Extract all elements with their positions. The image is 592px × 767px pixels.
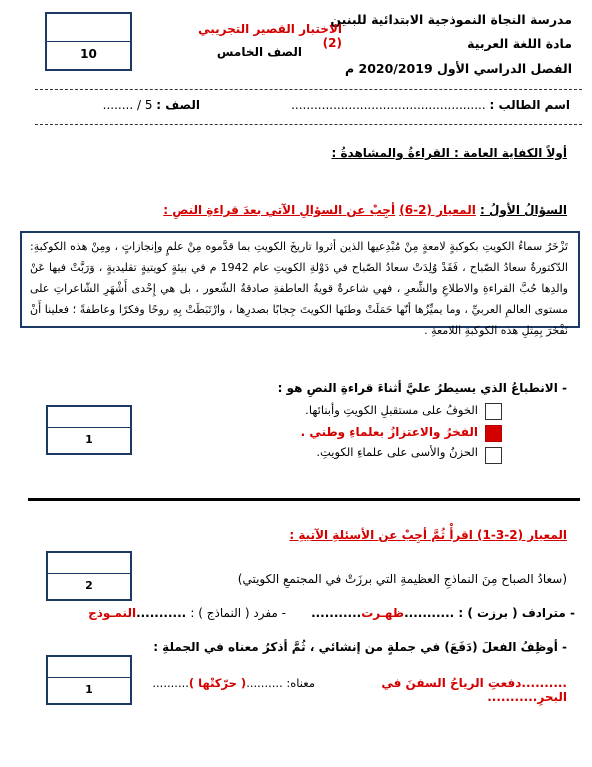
meaning-answer[interactable]: ( حرّكتْها ) xyxy=(188,676,247,690)
q3-answer-line: ..........دفعتِ الرياحُ السفنَ في البحرِ........... xyxy=(381,676,567,704)
q2-score: 2 xyxy=(85,579,93,592)
passage-text: تَزْخَرُ سماءُ الكويتِ بكوكبةٍ لامعةٍ مِنْ مُبْدِعيها الذين أثروا تاريخَ الكويتِ بما قدَّموه مِنْ علمٍ وإنجازاتٍ ، ومِنْ هذه الكوكبةِ: الدّكتورةُ سعادُ الصّباح ، فَقَدْ وُلِدَتْ سعادُ الصّباح في دَوْلةِ الكويتِ عام 1942 م في بيئةٍ كويتيةٍ تقليديةٍ ، وَرَبَّتْ فيها عَنْ والدِها حُبَّ القراءةِ والاطلاعِ والشِّعرِ ، فهي شاعرةٌ قويةُ العاطفةِ صادقةُ الشّعور ، بل هي إِحْدى أَشْهَرِ الشّاعراتِ على مستوى العالمِ العربيِّ ، وما يميِّزُها أنّها حَمَلَتْ وطنَها الكويتَ جِجابًا بصدرِها ، وارْتَبَطَتْ بِهِ روحًا وفكرًا وعاطفةً ؛ فعلينا أَنْ نَفْخَرَ بِمِثلِ هذه الكوكبةِ اللامعةِ . xyxy=(30,240,568,337)
singular-label: - مفرد ( النماذج ) : xyxy=(190,606,286,620)
q3-score: 1 xyxy=(85,683,93,696)
singular-answer[interactable]: النمـوذج xyxy=(88,606,137,620)
option-1-text: الخوفُ على مستقبلِ الكويتِ وأبنائها. xyxy=(305,403,478,417)
competency-title: أولاً الكفاية العامة : القراءةُ والمشاهدةُ : xyxy=(331,146,567,160)
class-label: الصف : xyxy=(156,98,200,112)
term: الفصل الدراسي الأول 2020/2019 م xyxy=(344,61,572,76)
q3-meaning-line: معناه: ..........( حرّكتْها ).......... xyxy=(152,676,315,690)
meaning-label: معناه: xyxy=(286,676,315,690)
option-3-text: الحزنُ والأسى على علماءِ الكويتِ. xyxy=(316,445,478,459)
class-value[interactable]: 5 / ........ xyxy=(102,98,153,112)
header-divider xyxy=(35,89,582,90)
total-score: 10 xyxy=(80,47,97,61)
class-line xyxy=(50,98,200,112)
q3-score-box xyxy=(46,655,132,705)
option-1-checkbox[interactable] xyxy=(485,403,502,420)
q2-standard-line: المعيار (2-3-1) اقرأْ ثُمَّ أجِبْ عن الأسئلةِ الآتيةِ : xyxy=(289,528,567,542)
synonym-label: - مترادف ( برزت ) : xyxy=(458,606,575,620)
q1-label: السؤالُ الأولُ : xyxy=(480,203,567,217)
student-name-line xyxy=(230,98,570,112)
synonym-answer[interactable]: ظهـرت xyxy=(361,606,405,620)
section-divider xyxy=(28,498,580,501)
q1-score-box xyxy=(46,405,132,455)
student-name-field[interactable]: ................................................... xyxy=(291,98,486,112)
q2-score-box xyxy=(46,551,132,601)
student-divider xyxy=(35,124,582,125)
total-score-box xyxy=(45,12,132,71)
q2-sentence: (سعادُ الصباح مِنَ النماذجِ العظيمةِ التي برزَتْ في المجتمعِ الكويتي) xyxy=(237,572,567,586)
q2-answers-line: - مترادف ( برزت ) : ...........ظهـرت........... - مفرد ( النماذج ) : ...........النمـوذج xyxy=(88,606,575,620)
option-3-checkbox[interactable] xyxy=(485,447,502,464)
subject-name: مادة اللغة العربية xyxy=(467,36,572,51)
q3-instruction: - أوظِفُ الفعلَ (دَفَعَ) في جملةٍ من إنشائي ، ثُمَّ أذكرُ معناه في الجملةِ : xyxy=(153,640,567,654)
exam-title: الاختبار القصير التجريبي (2) xyxy=(198,22,342,50)
school-name: مدرسة النجاة النموذجية الابتدائية للبنين xyxy=(330,12,572,27)
q1-score: 1 xyxy=(85,433,93,446)
mcq-question: - الانطباعُ الذي يسيطرُ عليَّ أثناءَ قراءةِ النصِ هو : xyxy=(277,381,567,395)
q1-heading xyxy=(147,203,567,217)
option-2-checkbox[interactable] xyxy=(485,425,502,442)
student-name-label: اسم الطالب : xyxy=(489,98,570,112)
grade: الصف الخامس xyxy=(216,45,302,59)
option-2-text: الفخرُ والاعتزازُ بعلماءِ وطني . xyxy=(300,425,478,439)
q1-standard: المعيار (2-6) xyxy=(399,203,476,217)
q1-instruction: أجِبْ عن السؤالِ الآتي بعدَ قراءةِ النصِ : xyxy=(163,203,396,217)
q3-answer-sentence[interactable]: دفعتِ الرياحُ السفنَ في البحرِ. xyxy=(381,676,567,704)
